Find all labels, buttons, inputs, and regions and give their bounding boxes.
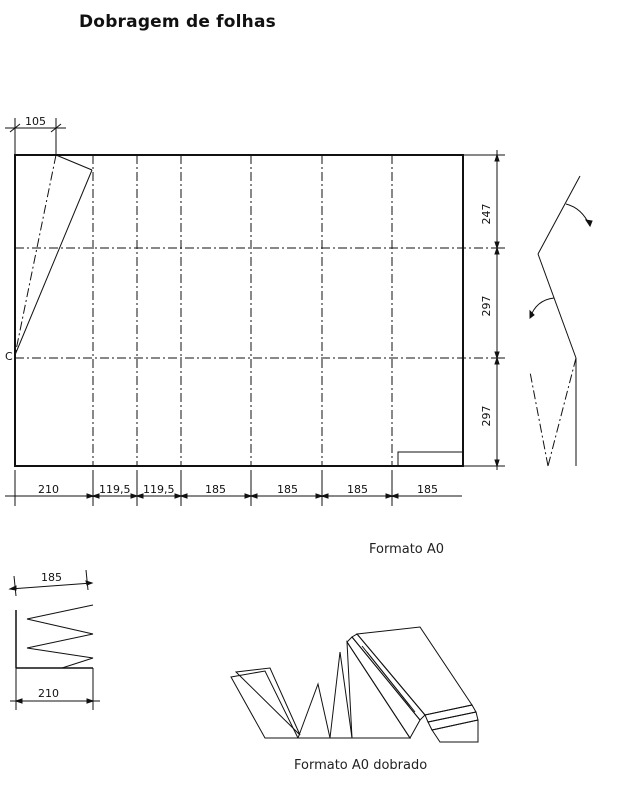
folded-panel [432, 720, 478, 742]
dimension-185-c: 185 [347, 483, 368, 496]
folded-panel [298, 684, 330, 738]
horizontal-fold-lines [15, 248, 500, 358]
dimension-247: 247 [480, 203, 493, 225]
corner-fold [15, 155, 92, 355]
folded-panel [357, 627, 472, 715]
bottom-dimension-chain [5, 470, 462, 506]
fold-arrow-upper [566, 204, 590, 226]
page-title: Dobragem de folhas [79, 12, 276, 32]
dimension-119-5-a: 119,5 [99, 483, 131, 496]
folded-stack [231, 627, 478, 742]
detail-dimension-185: 185 [41, 571, 62, 584]
dimension-210: 210 [38, 483, 59, 496]
folded-panel [231, 671, 298, 738]
side-fold-profile [530, 176, 592, 466]
vertical-fold-lines [93, 155, 392, 466]
dimension-105: 105 [25, 115, 46, 128]
dimension-297-a: 297 [480, 295, 493, 317]
title-block [398, 452, 463, 466]
a0-sheet [15, 155, 500, 466]
corner-label-c: C [5, 350, 13, 363]
dimension-185-b: 185 [277, 483, 298, 496]
folded-panel [347, 637, 420, 738]
dimension-185-a: 185 [205, 483, 226, 496]
dimension-297-b: 297 [480, 405, 493, 427]
caption-formato-a0: Formato A0 [369, 542, 445, 557]
detail-dimension-210: 210 [38, 687, 59, 700]
dimension-185-d: 185 [417, 483, 438, 496]
sheet-outline [15, 155, 463, 466]
folded-panel [428, 712, 478, 730]
folded-panel [330, 652, 352, 738]
caption-formato-a0-dobrado: Formato A0 dobrado [294, 758, 428, 773]
dimension-119-5-b: 119,5 [143, 483, 175, 496]
